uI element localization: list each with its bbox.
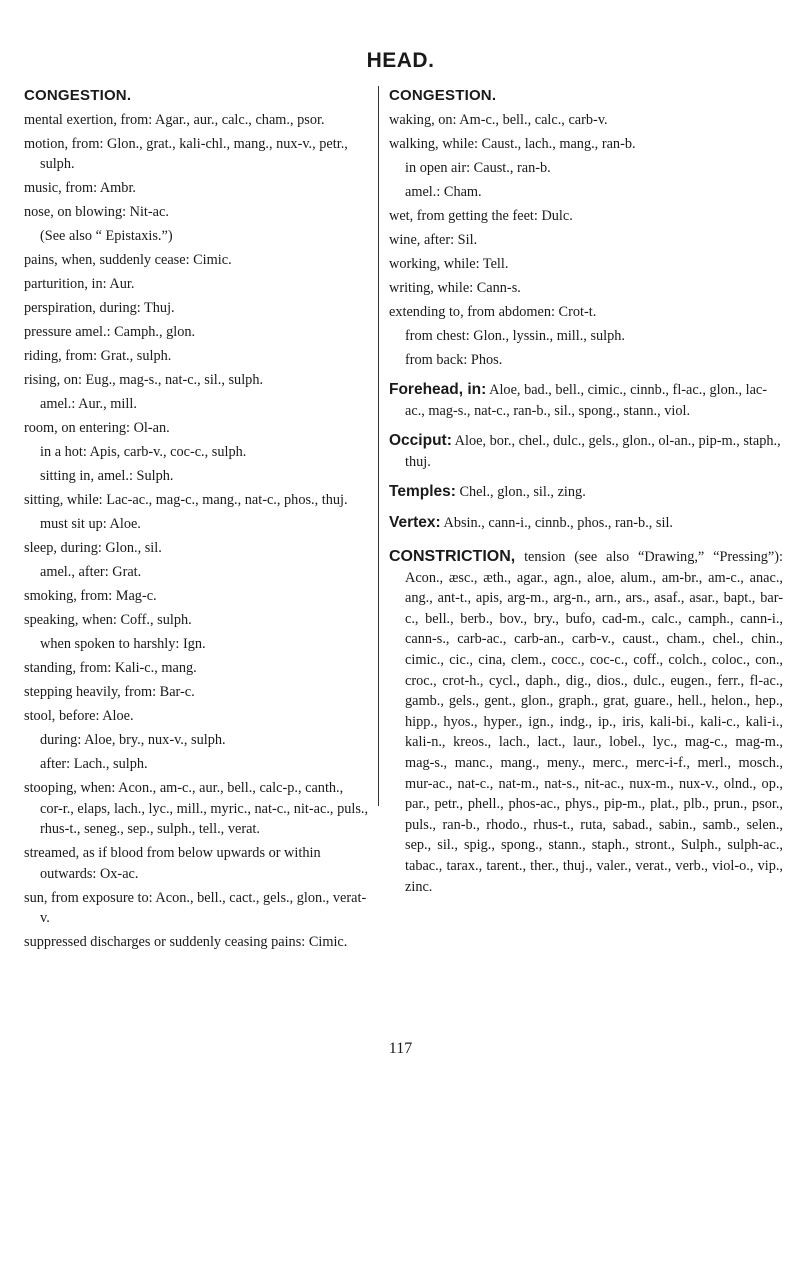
entry: standing, from: Kali-c., mang. [24,660,197,676]
subentry-text: Aloe, bor., chel., dulc., gels., glon., ol-an., pip-m., staph., thuj. [405,433,781,470]
subentry-temples [389,482,783,503]
entry: writing, while: Cann-s. [389,279,521,296]
section-heading-constriction: CONSTRICTION, [389,548,516,565]
section-heading-congestion: CONGESTION. [24,87,132,104]
entry: riding, from: Grat., sulph. [24,348,172,364]
subentry-occiput [389,431,783,472]
entry: room, on entering: Ol-an. [24,420,170,436]
entry: amel.: Cham. [405,183,482,200]
section-heading-congestion-cont: CONGESTION. [389,87,497,104]
entry: stepping heavily, from: Bar-c. [24,684,195,700]
entry: motion, from: Glon., grat., kali-chl., mang., nux-v., petr., sulph. [24,135,348,172]
entry: in open air: Caust., ran-b. [405,159,551,176]
entry: working, while: Tell. [389,255,509,272]
entry: wine, after: Sil. [389,231,478,248]
entry: rising, on: Eug., mag-s., nat-c., sil., sulph. [24,372,264,388]
entry: speaking, when: Coff., sulph. [24,612,192,628]
page-header: HEAD. [366,49,435,72]
entry: extending to, from abdomen: Crot-t. [389,303,597,320]
entry: sitting, while: Lac-ac., mag-c., mang., nat-c., phos., thuj. [24,492,348,508]
subentry-text: Absin., cann-i., cinnb., phos., ran-b., sil. [443,514,674,531]
entry: in a hot: Apis, carb-v., coc-c., sulph. [40,444,247,460]
entry: from chest: Glon., lyssin., mill., sulph. [405,327,626,344]
entry: pains, when, suddenly cease: Cimic. [24,252,232,268]
entry: from back: Phos. [405,351,503,368]
entry: stooping, when: Acon., am-c., aur., bell., calc-p., canth., cor-r., elaps, lach., lyc., mill., myric., nat-c., nit-ac., puls., rhus-t., seneg., sep., sulph., tell., verat. [24,780,369,837]
constriction-text: tension (see also “Drawing,” “Pressing”): Acon., æsc., æth., agar., agn., aloe, alum., am-br., am-c., anac., ang., ant-t., apis, arg-m., arg-n., arn., ars., asaf., asar., bapt., bar-c., bell., berb., bov., bry., bufo, cad-m., calc., camph., cann-i., cann-s., carb-ac., carb-an., carb-v., caust., cham., chel., chin., cimic., cic., cina, clem., cocc., coc-c., coff., colch., coloc., con., croc., crot-h., cycl., daph., dig., dios., dulc., eugen., ferr., fl-ac., gamb., gels., gent., glon., graph., grat, guare., hell., helon., hep., hipp., hyos., hyper., ign., indg., ip., iris, kali-bi., kali-c., kali-i., kali-n., kreos., lach., lact., laur., lobel., lyc., mag-c., mag-m., mag-s., manc., mang., meny., merc., merc-i-f., merl., mosch., mur-ac., nat-c., nat-m., nat-s., nit-ac., nux-m., nux-v., olnd., op., par., petr., phell., phos-ac., phys., pip-m., plat., plb., prun., psor., puls., ran-b., rhodo., rhus-t., ruta, sabad., sabin., samb., selen., sep., sil., spig., spong., stann., staph., stront., Sulph., sulph-ac., tabac., tarax., tarent., ther., thuj., valer., verat., verb., viol-o., vip., zinc. [405,549,784,895]
page-number: 117 [388,1040,413,1057]
section-constriction [389,547,783,897]
subentry-label: Vertex: [389,513,441,531]
entry: suppressed discharges or suddenly ceasing pains: Cimic. [24,934,348,950]
entry: parturition, in: Aur. [24,276,135,292]
entry: amel.: Aur., mill. [40,396,137,412]
entry: sun, from exposure to: Acon., bell., cact., gels., glon., verat-v. [24,889,367,926]
subentry-label: Temples: [389,483,456,500]
entry: walking, while: Caust., lach., mang., ran-b. [389,135,636,152]
entry: perspiration, during: Thuj. [24,300,175,316]
entry: must sit up: Aloe. [40,516,141,532]
subentry-vertex [389,513,783,534]
subentry-text: Aloe, bad., bell., cimic., cinnb., fl-ac., glon., lac-ac., mag-s., nat-c., ran-b., sil., spong., stann., viol. [405,382,768,419]
entry: stool, before: Aloe. [24,708,134,724]
entry: during: Aloe, bry., nux-v., sulph. [40,732,226,748]
subentry-text: Chel., glon., sil., zing. [459,484,586,500]
entry: music, from: Ambr. [24,180,136,196]
entry: pressure amel.: Camph., glon. [24,324,196,340]
entry: sitting in, amel.: Sulph. [40,468,174,484]
entry: after: Lach., sulph. [40,756,148,772]
entry: streamed, as if blood from below upwards or within outwards: Ox-ac. [24,845,321,882]
right-column [378,86,784,895]
entry: wet, from getting the feet: Dulc. [389,207,573,224]
entry: waking, on: Am-c., bell., calc., carb-v. [389,111,608,128]
entry: sleep, during: Glon., sil. [24,540,162,556]
subentry-forehead [389,380,783,421]
entry: nose, on blowing: Nit-ac. [24,204,169,220]
subentry-label: Occiput: [389,432,452,449]
subentry-label: Forehead, in: [389,381,487,398]
entry: when spoken to harshly: Ign. [40,636,206,652]
entry: (See also “ Epistaxis.”) [40,228,173,244]
entry: smoking, from: Mag-c. [24,588,157,604]
entry: amel., after: Grat. [40,564,142,580]
left-column [24,86,369,956]
entry: mental exertion, from: Agar., aur., calc., cham., psor. [24,111,325,128]
